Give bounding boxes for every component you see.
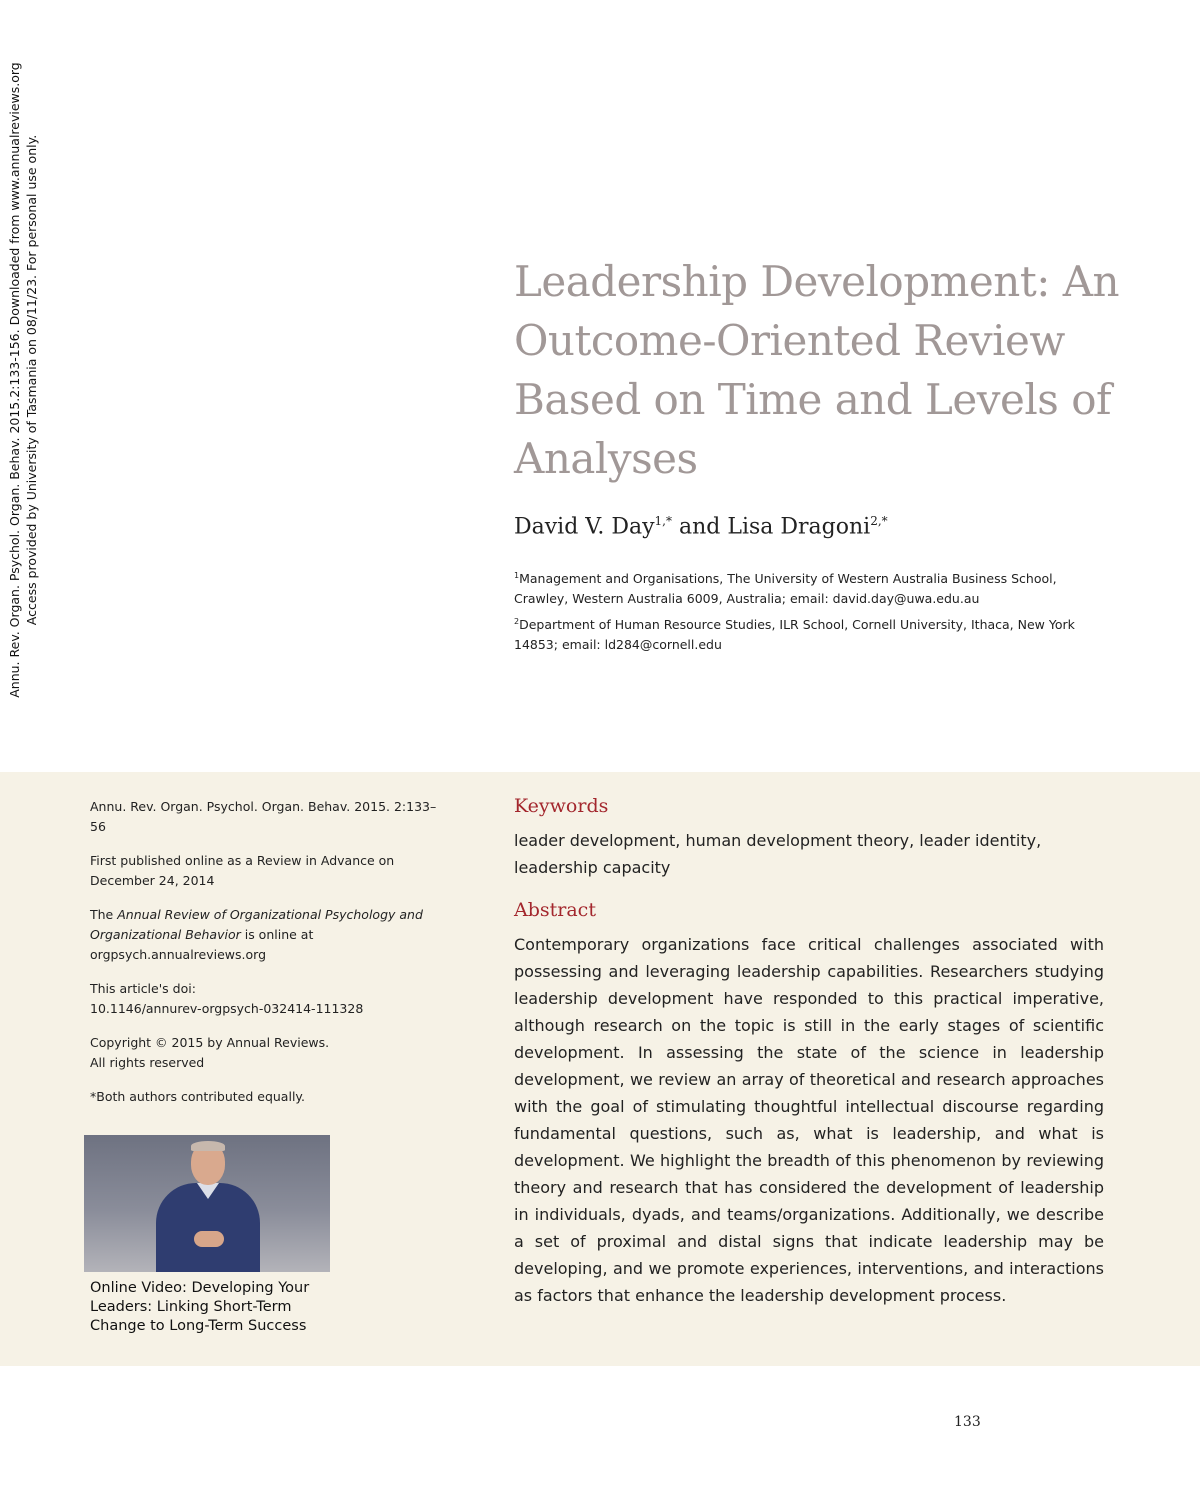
doi-label: This article's doi: <box>90 981 196 996</box>
article-title: Leadership Development: An Outcome-Oriented Review Based on Time and Levels of Analyses <box>514 257 1120 483</box>
author-affiliation-mark: 2,* <box>870 514 888 528</box>
journal-name: Annual Review of Organizational Psychology and Organizational Behavior <box>90 907 423 942</box>
abstract-text: Contemporary organizations face critical challenges associated with possessing and leveraging leadership capabilities. Researchers studying leadership development have responded to this practical imperative, although research on the topic is still in the early stages of scientific development. In assessing the state of the science in leadership development, we review an array of theoretical and research approaches with the goal of stimulating thoughtful intellectual discourse regarding fundamental questions, such as, what is leadership, and what is development. We highlight the breadth of this phenomenon by reviewing theory and research that has considered the development of leadership in individuals, dyads, and teams/organizations. Additionally, we describe a set of proximal and distal signs that indicate leadership may be developing, and we promote experiences, interventions, and interactions as factors that enhance the leadership development process. <box>514 935 1104 1305</box>
abstract-heading: Abstract <box>514 899 596 921</box>
copyright: Copyright © 2015 by Annual Reviews. All rights reserved <box>90 1035 330 1070</box>
author-connector: and <box>671 514 728 540</box>
doi-block <box>90 979 440 1019</box>
keywords-text: leader development, human development theory, leader identity, leadership capacity <box>514 831 1042 877</box>
download-notice-line2: Access provided by University of Tasmania on 08/11/23. For personal use only. <box>24 134 39 626</box>
video-thumbnail[interactable] <box>84 1135 330 1272</box>
doi-link[interactable]: 10.1146/annurev-orgpsych-032414-111328 <box>90 1001 364 1016</box>
page-number: 133 <box>954 1414 981 1430</box>
keywords-heading: Keywords <box>514 795 609 817</box>
presenter-hands <box>194 1231 224 1247</box>
affiliation: $^1$Management and Organisations, The University of Western Australia Business School, Crawley, Western Australia 6009, Australia; email: david.day@uwa.edu.au <box>514 571 1057 607</box>
video-caption-link[interactable]: Online Video: Developing Your Leaders: Linking Short-Term Change to Long-Term Success <box>90 1280 310 1334</box>
author-affiliation-mark: 1,* <box>654 514 672 528</box>
keywords-abstract <box>514 795 1104 1309</box>
author-name: David V. Day <box>514 514 655 540</box>
affiliation: $^2$Department of Human Resource Studies, ILR School, Cornell University, Ithaca, New York 14853; email: ld284@cornell.edu <box>514 617 1075 653</box>
article-info-sidebar <box>90 797 440 1121</box>
journal-info: The Annual Review of Organizational Psychology and Organizational Behavior is online at orgpsych.annualreviews.org <box>90 907 423 962</box>
download-notice-line1: Annu. Rev. Organ. Psychol. Organ. Behav. 2015.2:133-156. Downloaded from www.annualreviews.org <box>7 62 22 698</box>
author-name: Lisa Dragoni <box>727 514 871 540</box>
citation: Annu. Rev. Organ. Psychol. Organ. Behav. 2015. 2:133–56 <box>90 799 437 834</box>
first-published: First published online as a Review in Advance on December 24, 2014 <box>90 853 395 888</box>
author-line <box>514 514 1154 539</box>
footnote: *Both authors contributed equally. <box>90 1089 306 1104</box>
presenter-hair <box>191 1141 225 1151</box>
